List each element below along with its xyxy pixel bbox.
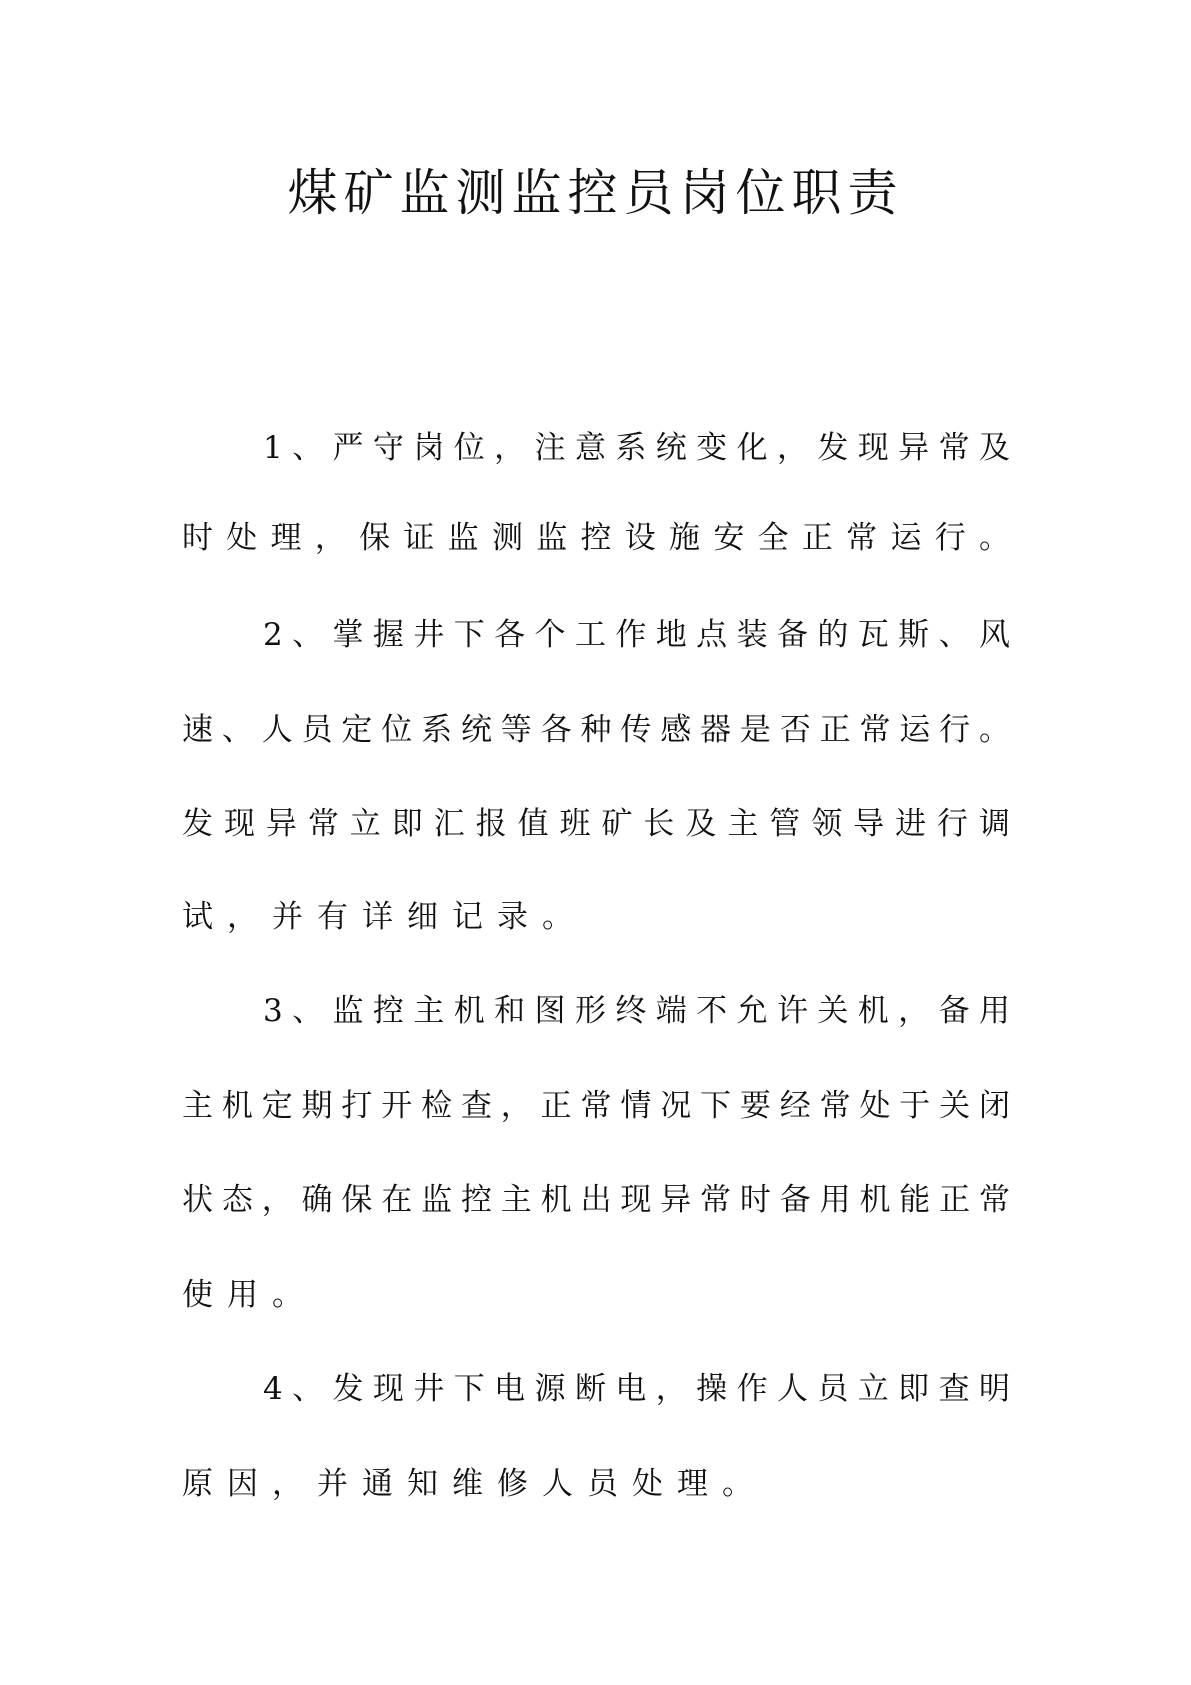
document-title: 煤矿监测监控员岗位职责 [287, 164, 904, 222]
paragraph-2-line-1: 2、掌握井下各个工作地点装备的瓦斯、风 [263, 617, 1010, 653]
paragraph-2-line-4: 试，并有详细记录。 [182, 899, 587, 935]
paragraph-1-line-1: 1、严守岗位，注意系统变化，发现异常及 [263, 430, 1010, 466]
paragraph-3-line-1: 3、监控主机和图形终端不允许关机，备用 [263, 993, 1010, 1029]
paragraph-2-line-3: 发现异常立即汇报值班矿长及主管领导进行调 [182, 806, 1010, 842]
paragraph-3-line-4: 使用。 [182, 1277, 317, 1313]
paragraph-4-line-1: 4、发现井下电源断电，操作人员立即查明 [263, 1371, 1010, 1407]
paragraph-2-line-2: 速、人员定位系统等各种传感器是否正常运行。 [182, 712, 1010, 748]
paragraph-3-line-3: 状态，确保在监控主机出现异常时备用机能正常 [182, 1182, 1010, 1218]
paragraph-4-line-2: 原因，并通知维修人员处理。 [182, 1466, 767, 1502]
paragraph-1-line-2: 时处理，保证监测监控设施安全正常运行。 [182, 520, 1010, 556]
paragraph-3-line-2: 主机定期打开检查，正常情况下要经常处于关闭 [182, 1088, 1010, 1124]
